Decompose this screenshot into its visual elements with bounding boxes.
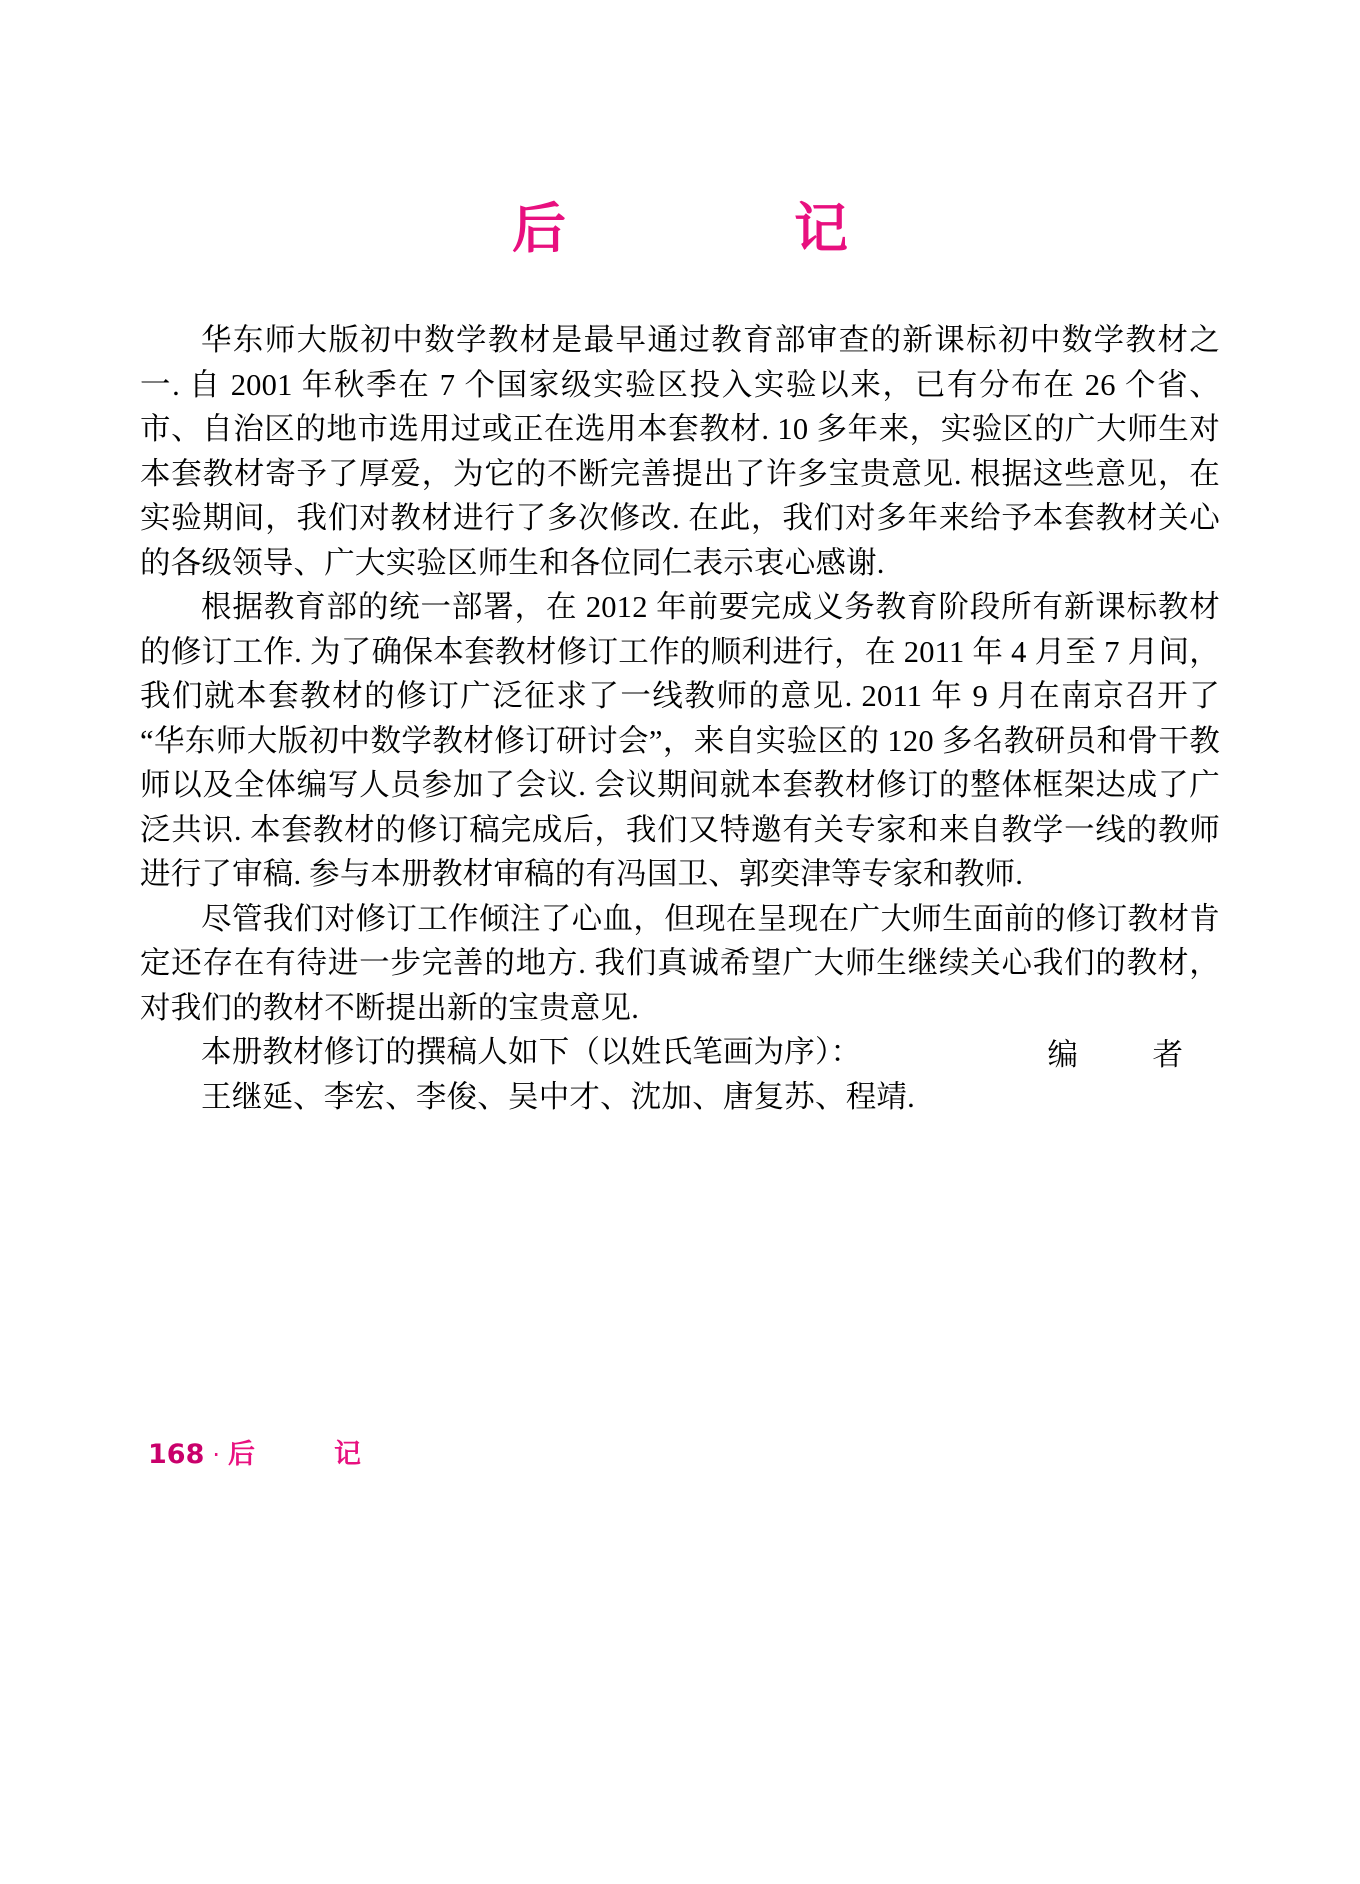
paragraph-4: 本册教材修订的撰稿人如下（以姓氏笔画为序）：	[201, 1035, 862, 1069]
page-footer	[148, 1432, 387, 1471]
paragraph-1: 华东师大版初中数学教材是最早通过教育部审查的新课标初中数学教材之一. 自 2001 年秋季在 7 个国家级实验区投入实验以来，已有分布在 26 个省、市、自治区的地市选用过或正在选用本套教材. 10 多年来，实验区的广大师生对本套教材寄予了厚爱，为它的不断完善提出了许多宝贵意见. 根据这些意见，在实验期间，我们对教材进行了多次修改. 在此，我们对多年来给予本套教材关心的各级领导、广大实验区师生和各位同仁表示衷心感谢.	[140, 323, 1220, 580]
footer-section-label: 后 记	[228, 1439, 388, 1470]
body-text	[140, 318, 1220, 1119]
signature-line: 编 者	[1047, 1038, 1205, 1072]
page-title: 后 记	[512, 197, 888, 261]
paragraph-2: 根据教育部的统一部署，在 2012 年前要完成义务教育阶段所有新课标教材的修订工作. 为了确保本套教材修订工作的顺利进行，在 2011 年 4 月至 7 月间，我们就本套教材的修订广泛征求了一线教师的意见. 2011 年 9 月在南京召开了“华东师大版初中数学教材修订研讨会”，来自实验区的 120 多名教研员和骨干教师以及全体编写人员参加了会议. 会议期间就本套教材修订的整体框架达成了广泛共识. 本套教材的修订稿完成后，我们又特邀有关专家和来自教学一线的教师进行了审稿. 参与本册教材审稿的有冯国卫、郭奕津等专家和教师.	[140, 590, 1220, 891]
footer-separator: ·	[212, 1441, 221, 1469]
paragraph-5: 王继延、李宏、李俊、吴中才、沈加、唐复苏、程靖.	[201, 1079, 915, 1114]
footer-page-number: 168	[148, 1439, 205, 1470]
paragraph-3: 尽管我们对修订工作倾注了心血，但现在呈现在广大师生面前的修订教材肯定还存在有待进一步完善的地方. 我们真诚希望广大师生继续关心我们的教材，对我们的教材不断提出新的宝贵意见.	[140, 901, 1220, 1025]
